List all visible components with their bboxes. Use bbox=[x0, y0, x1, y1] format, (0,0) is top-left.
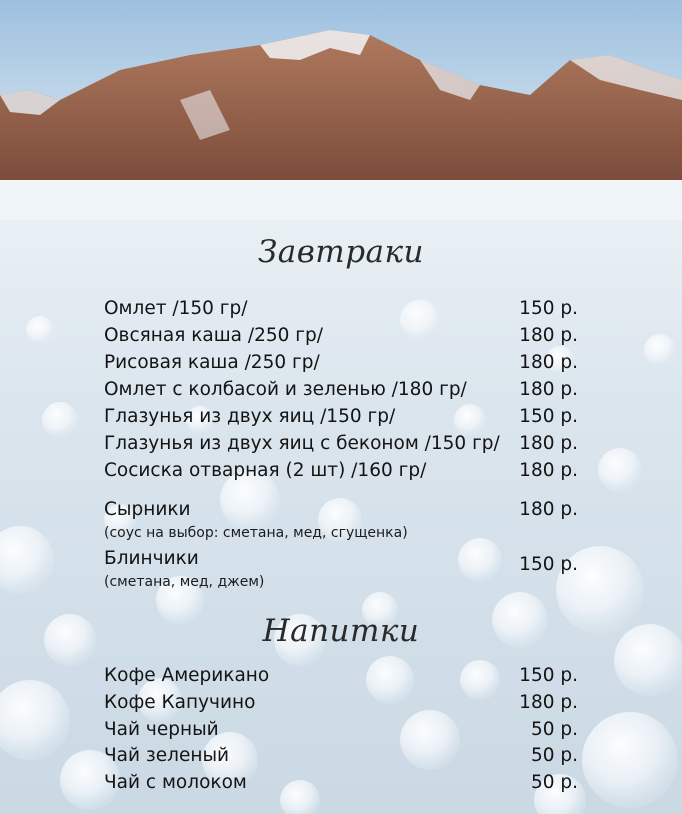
item-name: Кофе Капучино bbox=[104, 692, 256, 713]
item-name: Чай черный bbox=[104, 719, 219, 740]
item-name: Чай с молоком bbox=[104, 772, 247, 793]
item-name: Блинчики bbox=[104, 548, 199, 569]
item-name: Глазунья из двух яиц /150 гр/ bbox=[104, 406, 396, 427]
item-name: Овсяная каша /250 гр/ bbox=[104, 325, 323, 346]
breakfast-item bbox=[104, 323, 578, 349]
item-price: 180 р. bbox=[519, 692, 578, 713]
item-price: 150 р. bbox=[519, 665, 578, 686]
drinks-item bbox=[104, 743, 578, 769]
breakfast-heading: Завтраки bbox=[257, 234, 425, 270]
item-name: Омлет /150 гр/ bbox=[104, 298, 248, 319]
item-name: Сосиска отварная (2 шт) /160 гр/ bbox=[104, 460, 427, 481]
item-name: Глазунья из двух яиц с беконом /150 гр/ bbox=[104, 433, 500, 454]
item-name: Омлет с колбасой и зеленью /180 гр/ bbox=[104, 379, 467, 400]
drinks-item bbox=[104, 690, 578, 716]
breakfast-item bbox=[104, 404, 578, 430]
item-name: Кофе Американо bbox=[104, 665, 270, 686]
breakfast-item bbox=[104, 431, 578, 457]
item-price: 180 р. bbox=[519, 460, 578, 481]
breakfast-item bbox=[104, 458, 578, 484]
breakfast-extra-item bbox=[104, 546, 578, 575]
item-name: Рисовая каша /250 гр/ bbox=[104, 352, 320, 373]
item-price: 50 р. bbox=[530, 745, 578, 766]
breakfast-item bbox=[104, 377, 578, 403]
item-price: 180 р. bbox=[519, 379, 578, 400]
item-price: 150 р. bbox=[519, 406, 578, 427]
breakfast-item bbox=[104, 296, 578, 322]
item-price: 150 р. bbox=[519, 298, 578, 319]
item-note: (сметана, мед, джем) bbox=[104, 574, 265, 590]
item-name: Сырники bbox=[104, 499, 191, 520]
item-note: (соус на выбор: сметана, мед, сгущенка) bbox=[104, 525, 408, 541]
item-name: Чай зеленый bbox=[104, 745, 230, 766]
item-price: 150 р. bbox=[519, 554, 578, 575]
drinks-heading: Напитки bbox=[262, 613, 420, 649]
drinks-item bbox=[104, 717, 578, 743]
drinks-item bbox=[104, 663, 578, 689]
item-price: 50 р. bbox=[530, 719, 578, 740]
breakfast-extra-item bbox=[104, 497, 578, 523]
item-price: 180 р. bbox=[519, 325, 578, 346]
drinks-item bbox=[104, 770, 578, 796]
item-price: 50 р. bbox=[530, 772, 578, 793]
item-price: 180 р. bbox=[519, 352, 578, 373]
breakfast-item bbox=[104, 350, 578, 376]
item-price: 180 р. bbox=[519, 499, 578, 520]
item-price: 180 р. bbox=[519, 433, 578, 454]
